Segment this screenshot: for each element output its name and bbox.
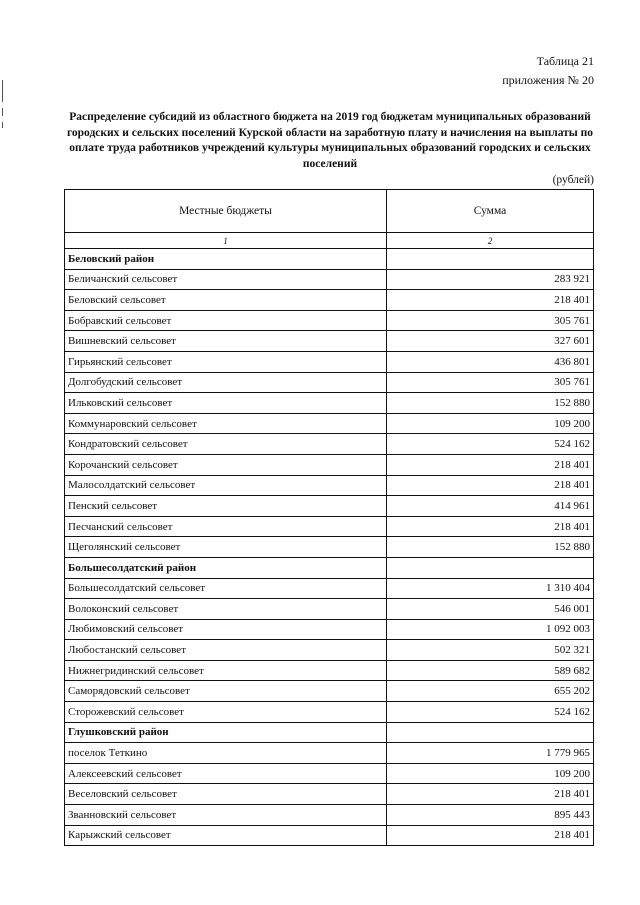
table-row (65, 743, 594, 764)
amount-cell: 414 961 (387, 496, 594, 517)
settlement-name: Любостанский сельсовет (65, 640, 387, 661)
amount-cell: 524 162 (387, 434, 594, 455)
table-row (65, 434, 594, 455)
appendix-label: приложения № 20 (502, 73, 594, 87)
settlement-name: Пенский сельсовет (65, 496, 387, 517)
units-label: (рублей) (552, 174, 594, 186)
subsidy-table (64, 189, 594, 846)
table-header-row (65, 190, 594, 233)
amount-cell: 152 880 (387, 537, 594, 558)
column-number-row (65, 233, 594, 249)
column-header-budgets: Местные бюджеты (65, 190, 387, 233)
amount-cell: 524 162 (387, 702, 594, 723)
settlement-name: Саморядовский сельсовет (65, 681, 387, 702)
table-caption (502, 52, 594, 90)
table-row (65, 516, 594, 537)
table-row (65, 496, 594, 517)
table-body (65, 249, 594, 846)
settlement-name: Гирьянский сельсовет (65, 351, 387, 372)
district-header-row (65, 557, 594, 578)
amount-cell: 109 200 (387, 763, 594, 784)
settlement-name: Большесолдатский сельсовет (65, 578, 387, 599)
amount-cell: 305 761 (387, 310, 594, 331)
settlement-name: Карыжский сельсовет (65, 825, 387, 846)
amount-cell: 109 200 (387, 413, 594, 434)
column-number-2: 2 (387, 233, 594, 249)
amount-cell: 895 443 (387, 805, 594, 826)
settlement-name: Песчанский сельсовет (65, 516, 387, 537)
amount-cell: 1 779 965 (387, 743, 594, 764)
amount-cell: 1 310 404 (387, 578, 594, 599)
amount-cell: 327 601 (387, 331, 594, 352)
amount-cell: 218 401 (387, 825, 594, 846)
table-label: Таблица 21 (536, 54, 594, 68)
amount-cell: 152 880 (387, 393, 594, 414)
table-row (65, 578, 594, 599)
amount-cell: 283 921 (387, 269, 594, 290)
table-row (65, 702, 594, 723)
amount-cell (387, 249, 594, 270)
settlement-name: Волоконский сельсовет (65, 599, 387, 620)
table-row (65, 619, 594, 640)
document-title: Распределение субсидий из областного бюджета на 2019 год бюджетам муниципальных образований городских и сельских поселений Курской области на заработную плату и начисления на выплаты по оплате труда работников учреждений культуры муниципальных образований городских и сельских поселений (66, 111, 594, 170)
settlement-name: Алексеевский сельсовет (65, 763, 387, 784)
amount-cell: 218 401 (387, 784, 594, 805)
amount-cell: 502 321 (387, 640, 594, 661)
settlement-name: Корочанский сельсовет (65, 454, 387, 475)
settlement-name: Долгобудский сельсовет (65, 372, 387, 393)
district-header-row (65, 722, 594, 743)
table-row (65, 660, 594, 681)
amount-cell (387, 722, 594, 743)
table-row (65, 681, 594, 702)
table-row (65, 310, 594, 331)
settlement-name: Беличанский сельсовет (65, 269, 387, 290)
amount-cell: 655 202 (387, 681, 594, 702)
table-row (65, 784, 594, 805)
table-row (65, 805, 594, 826)
table-row (65, 475, 594, 496)
table-row (65, 331, 594, 352)
amount-cell: 546 001 (387, 599, 594, 620)
settlement-name: поселок Теткино (65, 743, 387, 764)
settlement-name: Веселовский сельсовет (65, 784, 387, 805)
settlement-name: Кондратовский сельсовет (65, 434, 387, 455)
settlement-name: Щеголянский сельсовет (65, 537, 387, 558)
table-row (65, 640, 594, 661)
amount-cell (387, 557, 594, 578)
table-row (65, 537, 594, 558)
table-row (65, 351, 594, 372)
settlement-name: Сторожевский сельсовет (65, 702, 387, 723)
table-row (65, 763, 594, 784)
table-row (65, 269, 594, 290)
table-row (65, 372, 594, 393)
amount-cell: 1 092 003 (387, 619, 594, 640)
settlement-name: Нижнегридинский сельсовет (65, 660, 387, 681)
district-name: Беловский район (65, 249, 387, 270)
settlement-name: Беловский сельсовет (65, 290, 387, 311)
column-header-amount: Сумма (387, 190, 594, 233)
table-row (65, 290, 594, 311)
scan-margin-marks (2, 80, 3, 134)
table-row (65, 393, 594, 414)
settlement-name: Вишневский сельсовет (65, 331, 387, 352)
district-name: Глушковский район (65, 722, 387, 743)
table-row (65, 599, 594, 620)
amount-cell: 305 761 (387, 372, 594, 393)
settlement-name: Коммунаровский сельсовет (65, 413, 387, 434)
settlement-name: Малосолдатский сельсовет (65, 475, 387, 496)
table-row (65, 825, 594, 846)
amount-cell: 218 401 (387, 454, 594, 475)
settlement-name: Званновский сельсовет (65, 805, 387, 826)
amount-cell: 436 801 (387, 351, 594, 372)
settlement-name: Ильковский сельсовет (65, 393, 387, 414)
amount-cell: 589 682 (387, 660, 594, 681)
settlement-name: Любимовский сельсовет (65, 619, 387, 640)
district-header-row (65, 249, 594, 270)
settlement-name: Бобравский сельсовет (65, 310, 387, 331)
table-row (65, 454, 594, 475)
district-name: Большесолдатский район (65, 557, 387, 578)
amount-cell: 218 401 (387, 516, 594, 537)
table-row (65, 413, 594, 434)
amount-cell: 218 401 (387, 290, 594, 311)
column-number-1: 1 (65, 233, 387, 249)
amount-cell: 218 401 (387, 475, 594, 496)
